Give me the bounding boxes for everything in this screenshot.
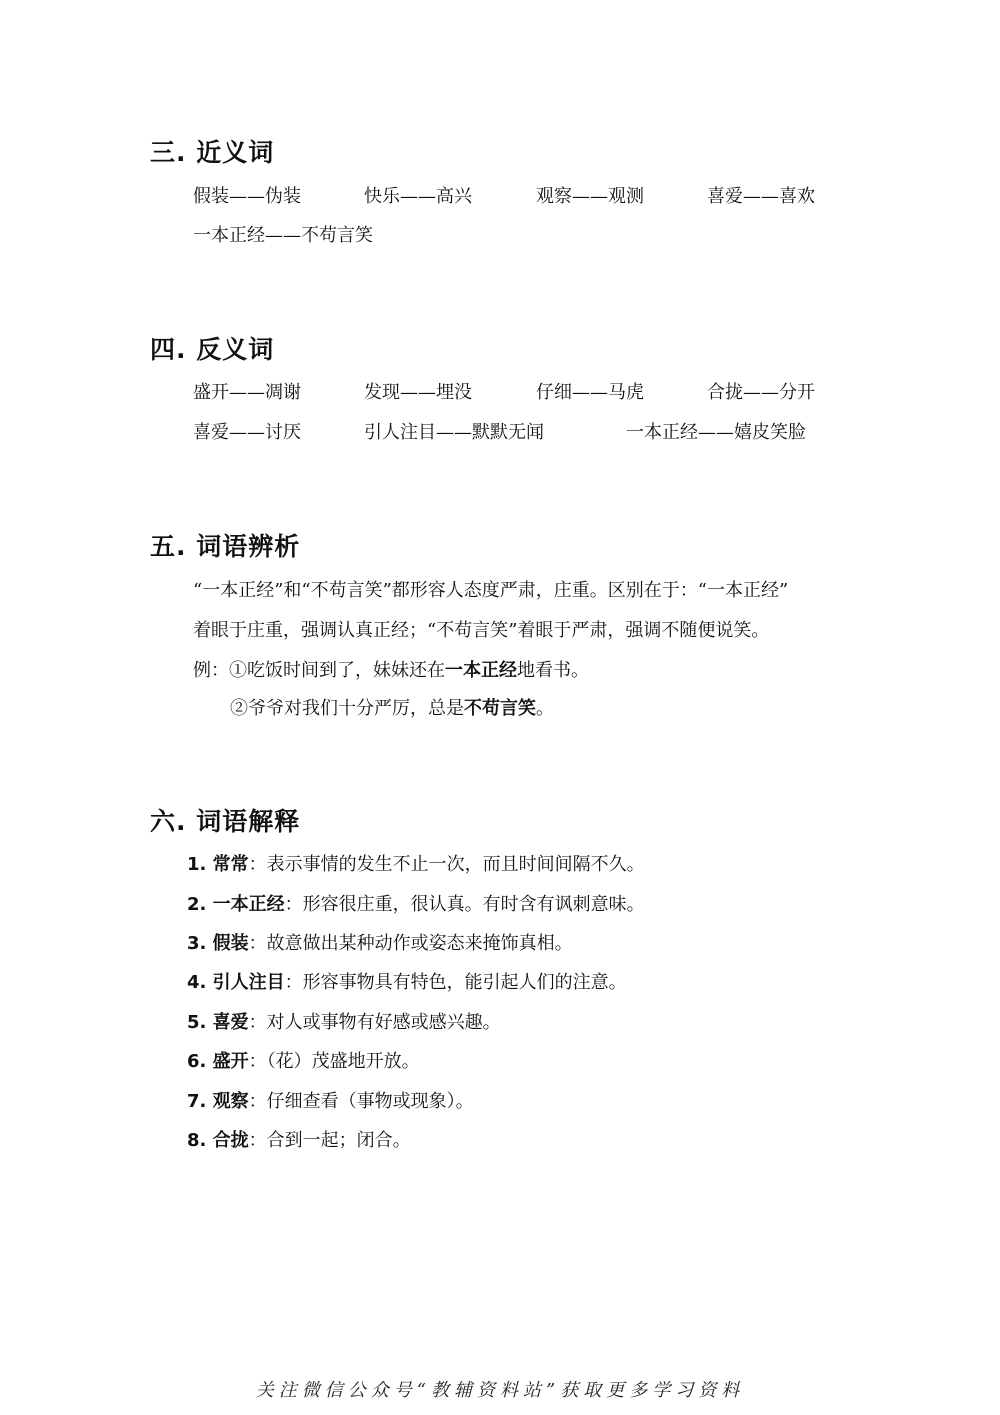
definition-text: ：形容事物具有特色，能引起人们的注意。: [284, 972, 627, 993]
definition-term: 6. 盛开: [187, 1051, 249, 1072]
analysis-paragraph-line: “一本正经”和“不苟言笑”都形容人态度严肃，庄重。区别在于：“一本正经”: [193, 580, 789, 601]
antonym-pair: 引人注目——默默无闻: [364, 422, 544, 443]
definition-text: ：合到一起；闭合。: [248, 1130, 411, 1151]
definition-text: ：仔细查看（事物或现象）。: [248, 1091, 474, 1112]
definition-item: [187, 968, 627, 994]
definition-item: [187, 929, 573, 955]
definition-item: [187, 1008, 501, 1034]
definition-item: [187, 1087, 474, 1113]
antonym-pair: 盛开——凋谢: [193, 382, 301, 403]
section-title-definitions: 六. 词语解释: [150, 807, 301, 836]
antonym-pair: 仔细——马虎: [536, 382, 644, 403]
section-title-antonyms: 四. 反义词: [150, 335, 275, 364]
synonym-pair: 快乐——高兴: [364, 186, 472, 207]
definition-text: ：对人或事物有好感或感兴趣。: [248, 1012, 501, 1033]
definition-term: 3. 假装: [187, 933, 249, 954]
definition-term: 4. 引人注目: [187, 972, 285, 993]
definition-term: 8. 合拢: [187, 1130, 249, 1151]
antonym-pair: 合拢——分开: [707, 382, 815, 403]
example-text: 地看书。: [517, 660, 589, 681]
example-text: 。: [536, 698, 554, 719]
definition-item: [187, 1047, 420, 1073]
definition-term: 1. 常常: [187, 854, 249, 875]
definition-text: ：形容很庄重，很认真。有时含有讽刺意味。: [284, 894, 645, 915]
example-keyword: 不苟言笑: [464, 698, 536, 719]
definition-term: 2. 一本正经: [187, 894, 285, 915]
definition-text: ：（花）茂盛地开放。: [248, 1051, 420, 1072]
synonym-pair: 观察——观测: [536, 186, 644, 207]
example-sentence-1: [193, 656, 589, 682]
example-text: 例：①吃饭时间到了，妹妹还在: [193, 660, 445, 681]
example-keyword: 一本正经: [445, 660, 517, 681]
footer-promo-text: 关注微信公众号“教辅资料站”获取更多学习资料: [255, 1380, 745, 1401]
example-sentence-2: [230, 694, 554, 720]
definition-item: [187, 850, 645, 876]
definition-text: ：故意做出某种动作或姿态来掩饰真相。: [248, 933, 573, 954]
definition-text: ：表示事情的发生不止一次，而且时间间隔不久。: [248, 854, 645, 875]
synonym-pair: 假装——伪装: [193, 186, 301, 207]
definition-term: 7. 观察: [187, 1091, 249, 1112]
synonym-pair: 一本正经——不苟言笑: [193, 225, 373, 246]
section-title-analysis: 五. 词语辨析: [150, 532, 301, 561]
definition-item: [187, 890, 645, 916]
antonym-pair: 发现——埋没: [364, 382, 472, 403]
synonym-pair: 喜爱——喜欢: [707, 186, 815, 207]
definition-term: 5. 喜爱: [187, 1012, 249, 1033]
antonym-pair: 喜爱——讨厌: [193, 422, 301, 443]
example-text: ②爷爷对我们十分严厉，总是: [230, 698, 464, 719]
definition-item: [187, 1126, 411, 1152]
section-title-synonyms: 三. 近义词: [150, 138, 275, 167]
analysis-paragraph-line: 着眼于庄重，强调认真正经；“不苟言笑”着眼于严肃，强调不随便说笑。: [193, 620, 770, 641]
antonym-pair: 一本正经——嬉皮笑脸: [626, 422, 806, 443]
